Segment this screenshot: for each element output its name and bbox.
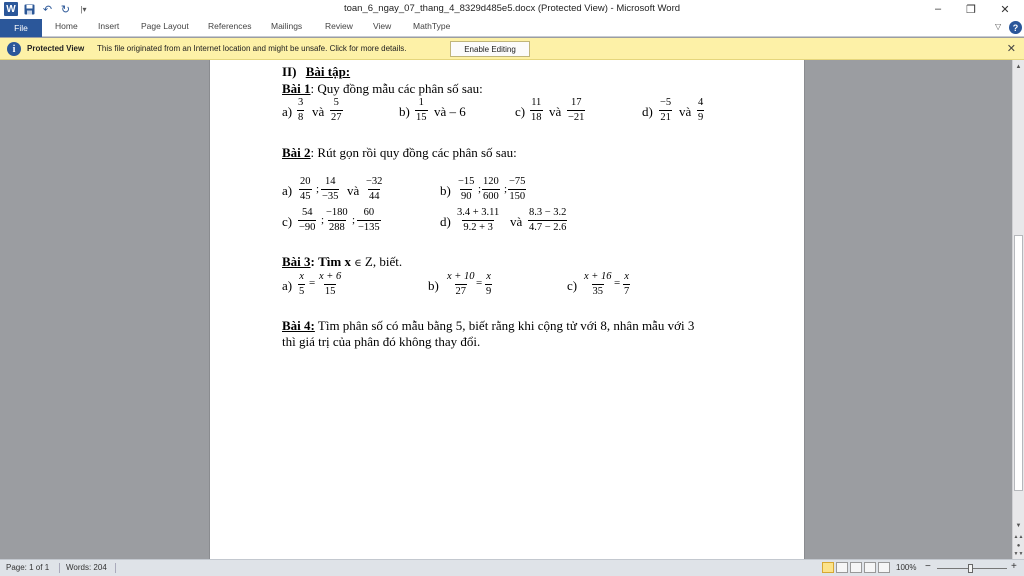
bai1-d-conj: và [679, 104, 692, 119]
web-layout-view-button[interactable] [850, 562, 862, 573]
bai1-c-fraction-2: $\frac{17}{-21}$ [568, 97, 585, 123]
bai2-b-fraction-2: $\frac{120}{600}$ [483, 176, 499, 202]
previous-page-icon[interactable]: ▲▲ [1013, 534, 1024, 540]
bai3-rest: Z, biết. [364, 254, 403, 269]
bai2-text: : Rút gọn rồi quy đồng các phân số sau: [310, 145, 517, 160]
bai2-a-fraction-2: $\frac{14}{-35}$ [322, 176, 339, 202]
bai3-c-left-fraction: $\frac{x + 16}{35}$ [584, 271, 612, 297]
bai2-a-fraction-3: $\frac{-32}{44}$ [366, 176, 383, 202]
zoom-slider-handle[interactable] [968, 564, 973, 573]
enable-editing-button[interactable]: Enable Editing [450, 41, 530, 57]
scroll-down-icon[interactable]: ▼ [1015, 523, 1022, 529]
section-number: II) [282, 64, 297, 79]
bai1-b-fraction: $\frac{1}{15}$ [416, 97, 427, 123]
vertical-scrollbar[interactable] [1012, 60, 1024, 559]
outline-view-button[interactable] [864, 562, 876, 573]
document-page[interactable] [209, 60, 805, 559]
bai1-a-fraction-2: $\frac{5}{27}$ [331, 97, 342, 123]
full-screen-reading-view-button[interactable] [836, 562, 848, 573]
bai1-b-label: b) [399, 104, 410, 119]
help-icon[interactable]: ? [1009, 21, 1022, 34]
bai3-a-left-fraction: $\frac{x}{5}$ [299, 271, 305, 297]
bai1-text: : Quy đồng mẫu các phân số sau: [310, 81, 483, 96]
status-bar [0, 559, 1024, 576]
minimize-button[interactable]: – [934, 3, 942, 15]
bai2-b-label: b) [440, 183, 451, 198]
bai2-a-fraction-1: $\frac{20}{45}$ [300, 176, 311, 202]
bai4-text-1: Tìm phân số có mẫu bằng 5, biết rằng khi cộng tử với 8, nhân mẫu với 3 [317, 318, 695, 333]
bai4-label: Bài 4: [282, 318, 315, 333]
status-divider [59, 563, 60, 573]
bai3-a-right-fraction: $\frac{x + 6}{15}$ [319, 271, 342, 297]
customize-qat-icon[interactable]: |▾ [80, 4, 87, 14]
select-browse-object-icon[interactable]: ● [1016, 543, 1021, 549]
section-heading [282, 65, 350, 78]
tab-references[interactable]: References [208, 21, 252, 31]
print-layout-view-button[interactable] [822, 562, 834, 573]
bai3-a-label: a) [282, 278, 293, 293]
restore-button[interactable]: ❐ [966, 3, 976, 16]
bai2-b-fraction-3: $\frac{-75}{150}$ [509, 176, 526, 202]
bai4-line-2: thì giá trị của phân đó không thay đổi. [282, 334, 481, 349]
tab-insert[interactable]: Insert [98, 21, 120, 31]
tab-file[interactable]: File [0, 19, 42, 37]
bai1-heading [282, 82, 483, 95]
bai2-d-fraction-2: $\frac{8.3 - 3.2}{4.7 - 2.6}$ [529, 207, 567, 233]
bai2-d-conj: và [510, 214, 523, 229]
bai2-heading [282, 146, 517, 159]
bai3-b-right-fraction: $\frac{x}{9}$ [486, 271, 492, 297]
tab-mailings[interactable]: Mailings [271, 21, 303, 31]
bai2-c-fraction-3: $\frac{60}{-135}$ [358, 207, 380, 233]
bai1-d-fraction-1: $\frac{-5}{21}$ [660, 97, 672, 123]
document-area [0, 60, 1012, 559]
protected-view-title: Protected View [27, 44, 85, 53]
bai3-var: x [344, 254, 352, 269]
tab-mathtype[interactable]: MathType [413, 21, 451, 31]
bai2-a-conj: và [347, 183, 360, 198]
status-divider [115, 563, 116, 573]
redo-icon[interactable]: ↻ [60, 3, 71, 16]
bai3-heading [282, 255, 402, 269]
bai3-label: Bài 3 [282, 254, 311, 269]
zoom-level[interactable]: 100% [896, 563, 917, 572]
bai1-d-fraction-2: $\frac{4}{9}$ [698, 97, 704, 123]
bai2-c-fraction-2: $\frac{-180}{288}$ [326, 207, 348, 233]
bai4-line-1 [282, 319, 694, 332]
bai3-c-equals: = [614, 277, 621, 289]
window-title: toan_6_ngay_07_thang_4_8329d485e5.docx (Protected View) - Microsoft Word [343, 3, 681, 14]
section-title: Bài tập: [305, 64, 351, 79]
belongs-symbol: ∈ [354, 258, 362, 269]
next-page-icon[interactable]: ▼▼ [1013, 551, 1024, 557]
tab-home[interactable]: Home [55, 21, 78, 31]
bai2-b-fraction-1: $\frac{-15}{90}$ [458, 176, 475, 202]
ribbon-tab-bar [0, 19, 1024, 37]
bai2-c-sep-1: ; [321, 214, 325, 226]
bai1-c-fraction-1: $\frac{11}{18}$ [531, 97, 542, 123]
bai2-b-sep-2: ; [504, 183, 508, 195]
close-button[interactable]: ✕ [1000, 3, 1010, 16]
tab-view[interactable]: View [373, 21, 392, 31]
bai1-b-rest: và – 6 [434, 104, 466, 119]
bai1-c-label: c) [515, 104, 526, 119]
collapse-ribbon-icon[interactable]: ▽ [995, 22, 1002, 31]
bai2-c-fraction-1: $\frac{54}{-90}$ [299, 207, 316, 233]
bai3-b-label: b) [428, 278, 439, 293]
bai2-label: Bài 2 [282, 145, 311, 160]
title-bar [0, 0, 1024, 19]
draft-view-button[interactable] [878, 562, 890, 573]
bai3-c-label: c) [567, 278, 578, 293]
bai2-a-label: a) [282, 183, 293, 198]
word-logo-icon[interactable]: W [4, 2, 18, 16]
protected-view-message[interactable]: This file originated from an Internet location and might be unsafe. Click for more details. [97, 44, 407, 53]
close-message-bar-icon[interactable]: ✕ [1006, 43, 1016, 55]
undo-icon[interactable]: ↶ [42, 3, 53, 16]
info-icon: i [7, 42, 21, 56]
bai1-a-label: a) [282, 104, 293, 119]
tab-page-layout[interactable]: Page Layout [141, 21, 189, 31]
bai3-colon: : [310, 254, 315, 269]
bai3-c-right-fraction: $\frac{x}{7}$ [624, 271, 630, 297]
scroll-up-icon[interactable]: ▲ [1015, 64, 1022, 70]
tab-review[interactable]: Review [325, 21, 353, 31]
bai2-c-sep-2: ; [352, 214, 356, 226]
bai2-a-sep: ; [316, 183, 320, 195]
bai1-label: Bài 1 [282, 81, 311, 96]
bai3-a-equals: = [309, 277, 316, 289]
bai3-b-left-fraction: $\frac{x + 10}{27}$ [447, 271, 475, 297]
bai1-d-label: d) [642, 104, 653, 119]
zoom-out-icon[interactable]: − [925, 561, 931, 572]
bai2-b-sep-1: ; [478, 183, 482, 195]
bai1-c-conj: và [549, 104, 562, 119]
zoom-in-icon[interactable]: + [1011, 561, 1017, 572]
bai2-c-label: c) [282, 214, 293, 229]
bai1-a-fraction-1: $\frac{3}{8}$ [298, 97, 304, 123]
bai3-tim: Tìm [318, 254, 342, 269]
word-count[interactable]: Words: 204 [66, 563, 107, 572]
bai3-b-equals: = [476, 277, 483, 289]
bai2-d-fraction-1: $\frac{3.4 + 3.11}{9.2 + 3}$ [457, 207, 500, 233]
protected-view-bar [0, 38, 1024, 60]
bai1-a-conj: và [312, 104, 325, 119]
scroll-thumb[interactable] [1014, 235, 1023, 491]
bai2-d-label: d) [440, 214, 451, 229]
page-count[interactable]: Page: 1 of 1 [6, 563, 50, 572]
